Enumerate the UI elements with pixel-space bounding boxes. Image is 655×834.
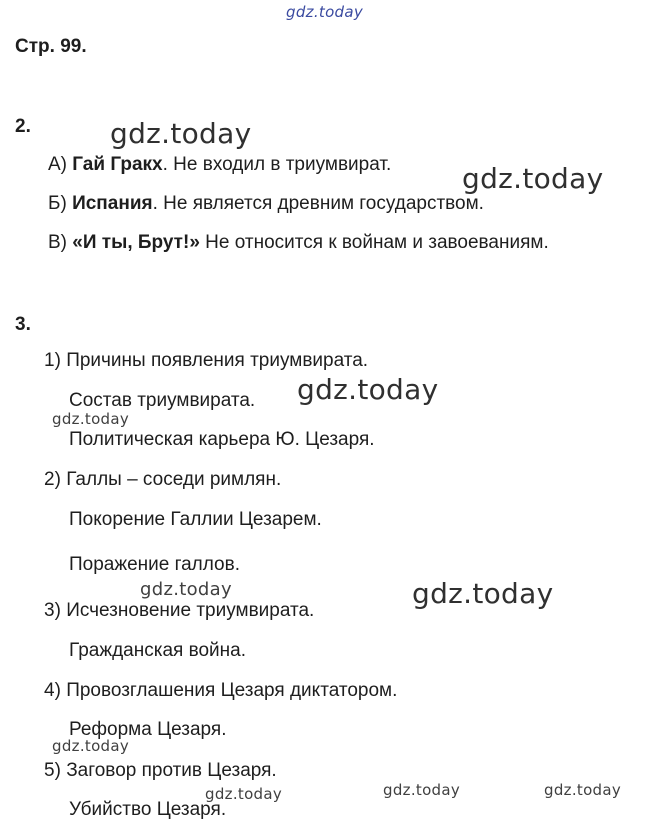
group-line: Причины появления триумвирата.: [66, 350, 369, 371]
section-2-item-c: [48, 232, 549, 254]
item-term: Испания: [72, 193, 153, 214]
watermark-top: gdz.today: [286, 3, 364, 21]
section-3-group-5-line-2: Убийство Цезаря.: [69, 799, 227, 820]
item-text: Не относится к войнам и завоеваниям.: [199, 232, 549, 253]
watermark: gdz.today: [205, 785, 283, 803]
item-marker: А): [48, 154, 67, 175]
section-3-group-1-line-3: Политическая карьера Ю. Цезаря.: [69, 429, 375, 450]
watermark: gdz.today: [297, 373, 439, 406]
section-3-group-3-line-2: Гражданская война.: [69, 640, 246, 661]
watermark: gdz.today: [383, 781, 461, 799]
item-text: . Не входил в триумвират.: [162, 154, 392, 175]
group-line: Исчезновение триумвирата.: [66, 600, 315, 621]
group-marker: 5): [44, 760, 61, 781]
watermark: gdz.today: [462, 162, 604, 195]
item-term: Гай Гракх: [72, 154, 163, 175]
item-marker: В): [48, 232, 67, 253]
watermark: gdz.today: [412, 577, 554, 610]
section-3-group-2-line-2: Покорение Галлии Цезарем.: [69, 509, 322, 530]
section-3-group-2-line-1: [44, 469, 281, 491]
section-3-group-3-line-1: [44, 600, 314, 622]
section-3-group-1-line-1: [44, 350, 368, 372]
watermark: gdz.today: [52, 737, 130, 755]
item-text: . Не является древним государством.: [152, 193, 484, 214]
page-label: Стр. 99.: [15, 36, 87, 57]
section-3-group-4-line-1: [44, 680, 397, 702]
group-marker: 2): [44, 469, 61, 490]
watermark: gdz.today: [52, 410, 130, 428]
watermark: gdz.today: [110, 117, 252, 150]
group-line: Провозглашения Цезаря диктатором.: [66, 680, 398, 701]
section-2-item-b: [48, 193, 484, 215]
section-2-number: 2.: [15, 116, 31, 137]
watermark: gdz.today: [140, 579, 232, 600]
item-term: «И ты, Брут!»: [72, 232, 200, 253]
section-3-group-2-line-3: Поражение галлов.: [69, 554, 240, 575]
group-marker: 4): [44, 680, 61, 701]
section-3-group-5-line-1: [44, 760, 277, 782]
section-3-group-4-line-2: Реформа Цезаря.: [69, 719, 227, 740]
group-marker: 3): [44, 600, 61, 621]
section-3-number: 3.: [15, 314, 31, 335]
group-line: Заговор против Цезаря.: [66, 760, 277, 781]
watermark: gdz.today: [544, 781, 622, 799]
item-marker: Б): [48, 193, 67, 214]
section-2-item-a: [48, 154, 391, 176]
section-3-group-1-line-2: Состав триумвирата.: [69, 390, 256, 411]
group-marker: 1): [44, 350, 61, 371]
group-line: Галлы – соседи римлян.: [66, 469, 282, 490]
